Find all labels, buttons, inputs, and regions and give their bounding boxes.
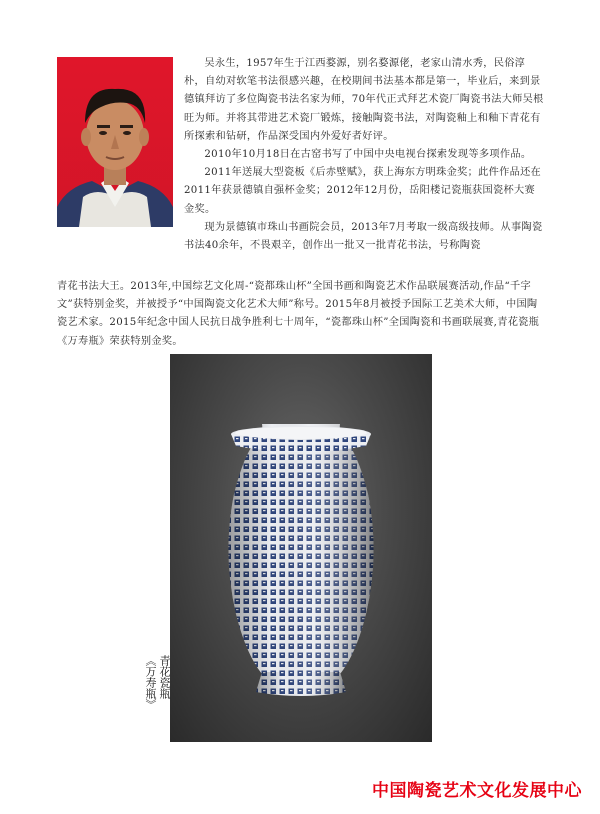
vase-photo — [170, 354, 432, 742]
biography-text — [184, 55, 544, 255]
biography-text-continued — [57, 278, 544, 351]
bio-paragraph: 青花书法大王。2013年,中国综艺文化周-“瓷都珠山杯”全国书画和陶瓷艺术作品联展赛活动,作品“千字文”获特别金奖，并被授予“中国陶瓷文化艺术大师”称号。2015年8月被授予国际工艺美术大师，中国陶瓷艺术家。2015年纪念中国人民抗日战争胜利七十周年，“瓷都珠山杯”全国陶瓷和书画联展赛,青花瓷瓶《万寿瓶》荣获特别金奖。 — [57, 281, 540, 347]
portrait-figure — [57, 57, 173, 227]
vase-illustration — [170, 354, 432, 742]
bio-paragraph: 2011年送展大型瓷板《后赤壁赋》，获上海东方明珠金奖；此件作品还在2011年获景德镇自强杯金奖；2012年12月份，岳阳楼记瓷瓶获国瓷杯大赛金奖。 — [184, 167, 542, 215]
caption-title: 青花瓷瓶 — [158, 655, 171, 699]
vase-caption — [143, 655, 171, 710]
caption-subtitle: 《万寿瓶》 — [144, 655, 157, 710]
bio-paragraph: 2010年10月18日在古窑书写了中国中央电视台探索发现等多项作品。 — [204, 149, 532, 161]
portrait-photo — [57, 57, 173, 227]
bio-paragraph: 现为景德镇市珠山书画院会员，2013年7月考取一级高级技师。从事陶瓷书法40余年，不畏艰辛，创作出一批又一批青花书法，号称陶瓷 — [184, 221, 543, 252]
bio-paragraph: 吴永生，1957年生于江西婺源，别名婺源佬，老家山清水秀，民俗淳朴，自幼对软笔书法很感兴趣，在校期间书法基本都是第一，毕业后，来到景德镇拜访了多位陶瓷书法名家为师，70年代正式拜艺术瓷厂陶瓷书法大师吴根旺为师。并将其带进艺术瓷厂锻炼，接触陶瓷书法，对陶瓷釉上和釉下青花有所探索和钻研，作品深受国内外爱好者好评。 — [184, 58, 544, 142]
footer-organization: 中国陶瓷艺术文化发展中心 — [372, 781, 582, 801]
